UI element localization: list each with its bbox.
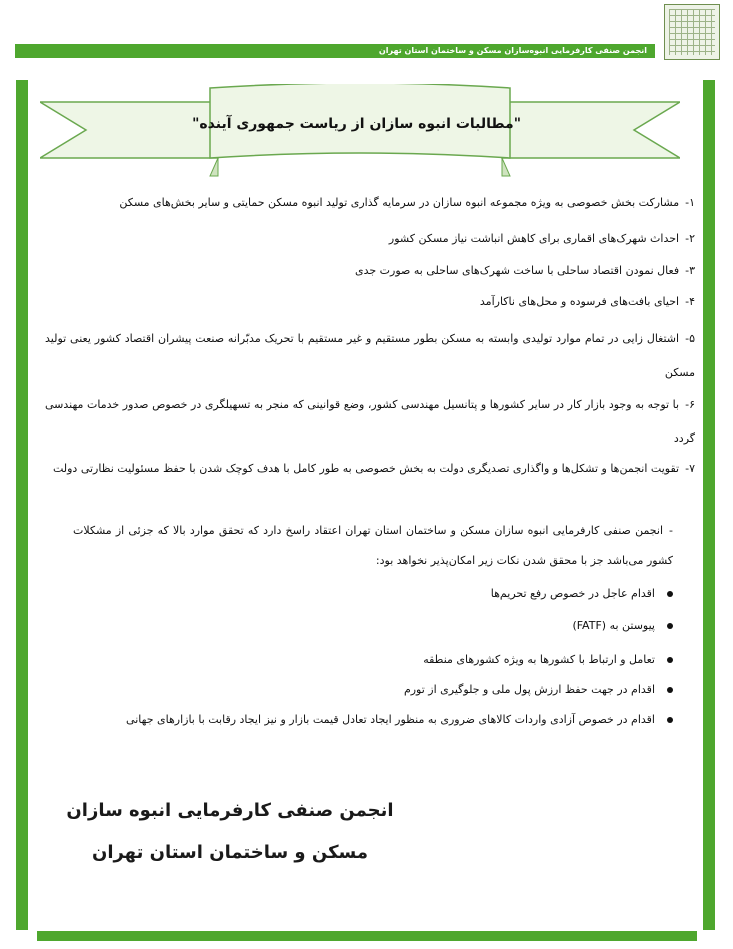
demand-text: تقویت انجمن‌ها و تشکل‌ها و واگذاری تصدیگری دولت به بخش خصوصی به طور کامل با هدف کوچک شدن با حفظ مسئولیت نظارتی دولت <box>52 462 680 475</box>
demand-item-1 <box>45 192 695 214</box>
demand-number: ۲- <box>685 232 695 245</box>
condition-text: اقدام عاجل در خصوص رفع تحریم‌ها <box>490 587 655 600</box>
demand-item-4 <box>45 291 695 313</box>
demand-item-6 <box>45 388 695 456</box>
condition-item-2 <box>113 616 673 636</box>
right-border-bar <box>703 80 715 930</box>
header-bar <box>15 44 655 58</box>
demand-number: ۴- <box>685 295 695 308</box>
demand-item-5 <box>45 322 695 390</box>
demand-text: فعال نمودن اقتصاد ساحلی با ساخت شهرک‌های ساحلی به صورت جدی <box>354 264 680 277</box>
demand-number: ۱- <box>685 196 695 209</box>
association-logo-icon <box>664 4 720 60</box>
bullet-icon <box>667 591 673 597</box>
condition-item-1 <box>113 584 673 604</box>
demand-text: احیای بافت‌های فرسوده و محل‌های ناکارآمد <box>479 295 680 308</box>
logo-pattern <box>669 9 715 55</box>
statement-dash: - <box>669 524 673 537</box>
demand-text: با توجه به وجود بازار کار در سایر کشورها و پتانسیل مهندسی کشور، وضع قوانینی که منجر به تسهیلگری در خصوص صدور خدمات مهندسی گردد <box>45 398 695 445</box>
demand-text: مشارکت بخش خصوصی به ویژه مجموعه انبوه سازان در سرمایه گذاری تولید انبوه مسکن حمایتی و سایر بخش‌های مسکن <box>119 196 680 209</box>
bottom-border-bar <box>37 931 697 941</box>
demand-item-3 <box>45 260 695 282</box>
footer-organization-line-1: انجمن صنفی کارفرمایی انبوه سازان <box>66 800 394 821</box>
condition-item-5 <box>113 710 673 730</box>
bullet-icon <box>667 687 673 693</box>
condition-item-4 <box>113 680 673 700</box>
page-title: "مطالبات انبوه سازان از ریاست جمهوری آینده" <box>192 116 521 132</box>
bullet-icon <box>667 657 673 663</box>
condition-text: اقدام در خصوص آزادی واردات کالاهای ضروری به منظور ایجاد تعادل قیمت بازار و نیز ایجاد رقابت با بازارهای جهانی <box>126 713 655 726</box>
condition-item-3 <box>113 650 673 670</box>
statement-text: انجمن صنفی کارفرمایی انبوه سازان مسکن و ساختمان استان تهران اعتقاد راسخ دارد که تحقق موارد بالا که جزئی از مشکلات کشور می‌باشد جز با محقق شدن نکات زیر امکان‌پذیر نخواهد بود: <box>73 524 673 567</box>
statement-paragraph <box>73 516 673 576</box>
bullet-icon <box>667 717 673 723</box>
demand-number: ۷- <box>685 462 695 475</box>
left-border-bar <box>16 80 28 930</box>
footer-organization-line-2: مسکن و ساختمان استان تهران <box>91 842 369 863</box>
demand-number: ۳- <box>685 264 695 277</box>
demand-text: اشتغال زایی در تمام موارد تولیدی وابسته به مسکن بطور مستقیم و غیر مستقیم با تحریک مدبّرانه صنعت پیشران اقتصاد کشور یعنی تولید مسکن <box>45 332 695 379</box>
demand-number: ۶- <box>685 398 695 411</box>
demand-text: احداث شهرک‌های اقماری برای کاهش انباشت نیاز مسکن کشور <box>388 232 680 245</box>
condition-text: پیوستن به (FATF) <box>572 619 655 632</box>
demand-item-7 <box>45 452 695 486</box>
header-organization-name: انجمن صنفی کارفرمایی انبوه‌سازان مسکن و ساختمان استان تهران <box>378 46 647 55</box>
bullet-icon <box>667 623 673 629</box>
demand-item-2 <box>45 228 695 250</box>
condition-text: اقدام در جهت حفظ ارزش پول ملی و جلوگیری از تورم <box>403 683 655 696</box>
condition-text: تعامل و ارتباط با کشورها به ویژه کشورهای منطقه <box>423 653 655 666</box>
demand-number: ۵- <box>685 332 695 345</box>
